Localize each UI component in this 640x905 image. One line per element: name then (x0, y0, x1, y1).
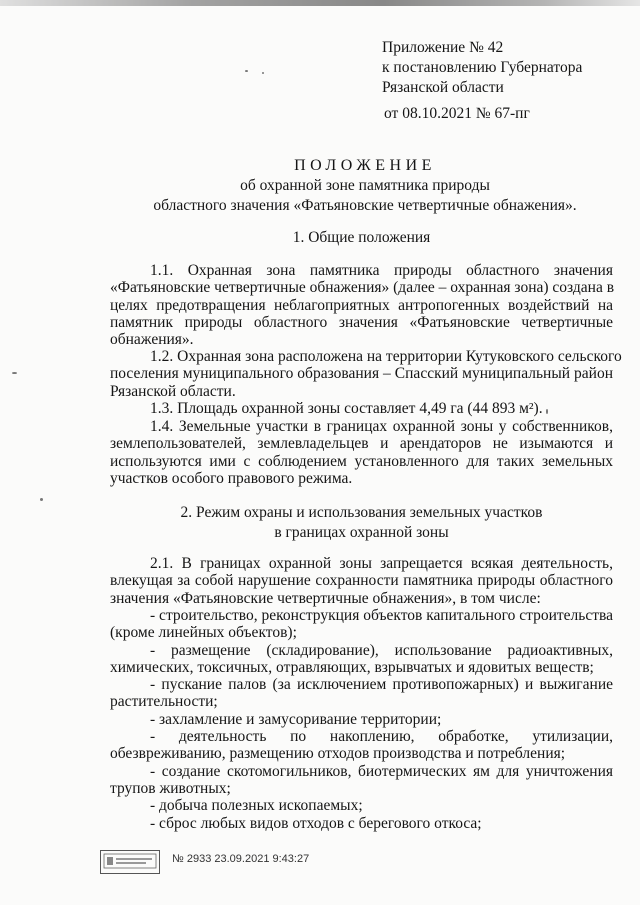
footer-registration-ref: № 2933 23.09.2021 9:43:27 (172, 853, 310, 865)
text-line: 1.1. Охранная зона памятника природы областного значения (150, 262, 613, 279)
list-item: - пускание палов (за исключением противопожарных) и выжигание (150, 676, 613, 694)
appendix-region: Рязанской области (382, 79, 504, 96)
appendix-number: Приложение № 42 (382, 39, 504, 56)
section-2-title (110, 503, 613, 543)
text-line: участков особого правового режима. (110, 469, 353, 487)
scan-speck (12, 372, 17, 374)
text-line: «Фатьяновские четвертичные обнажения» (далее – охранная зона) создана в (110, 279, 615, 297)
list-item-cont: растительности; (110, 693, 218, 711)
list-item: - создание скотомогильников, биотермических ям для уничтожения (150, 762, 613, 780)
scan-speck (245, 70, 248, 72)
text-line: 1.4. Земельные участки в границах охранной зоны у собственников, (150, 418, 613, 435)
appendix-header (382, 38, 632, 124)
scan-speck (262, 72, 264, 74)
appendix-decree-ref: к постановлению Губернатора (382, 59, 583, 76)
list-item: - строительство, реконструкция объектов капитального строительства (150, 607, 613, 624)
list-item-cont: химических, токсичных, отравляющих, взрывчатых и ядовитых веществ; (110, 658, 594, 676)
text-line: 2.1. В границах охранной зоны запрещается всякая деятельность, (150, 555, 613, 572)
list-item: - сброс любых видов отходов с берегового откоса; (150, 814, 482, 832)
prohibition-list (110, 607, 613, 832)
text-line: 1.3. Площадь охранной зоны составляет 4,49 га (44 893 м²). (150, 400, 543, 417)
list-item-cont: трупов животных; (110, 779, 231, 797)
title-heading: ПОЛОЖЕНИЕ (294, 157, 436, 174)
text-line: влекущая за собой нарушение сохранности памятника природы областного (110, 572, 613, 590)
title-subtitle-1: об охранной зоне памятника природы (240, 177, 490, 194)
registration-stamp (100, 850, 160, 874)
list-item-cont: (кроме линейных объектов); (110, 624, 297, 642)
paragraph-1-1 (110, 262, 613, 348)
text-line: Рязанской области. (110, 382, 236, 400)
section-2-title-line-2: в границах охранной зоны (274, 524, 449, 541)
text-line: целях предотвращения неблагоприятных антропогенных воздействий на (110, 296, 613, 314)
text-line: памятник природы областного значения «Фатьяновские четвертичные (110, 313, 613, 331)
paragraph-2-1 (110, 555, 613, 607)
list-item: - добыча полезных ископаемых; (150, 797, 363, 815)
document-title (80, 156, 640, 216)
section-2-title-line-1: 2. Режим охраны и использования земельных участков (180, 504, 543, 521)
scan-edge-artifact (0, 0, 640, 6)
paragraph-1-3 (110, 400, 613, 417)
paragraph-1-2 (110, 348, 622, 400)
text-line: 1.2. Охранная зона расположена на территории Кутуковского сельского (150, 348, 622, 365)
paragraph-1-4 (110, 418, 613, 487)
text-line: землепользователей, землевладельцев и арендаторов не изымаются и (110, 435, 613, 453)
list-item-cont: обезвреживанию, размещению отходов производства и потребления; (110, 745, 566, 763)
title-subtitle-2: областного значения «Фатьяновские четвертичные обнажения». (153, 197, 577, 214)
list-item: - размещение (складирование), использование радиоактивных, (150, 641, 613, 659)
text-line: значения «Фатьяновские четвертичные обнажения», в том числе: (110, 589, 541, 607)
list-item: - захламление и замусоривание территории; (150, 710, 442, 728)
text-line: используются ими с соблюдением установленного для таких земельных (110, 452, 613, 470)
scan-speck (40, 498, 43, 501)
appendix-date: от 08.10.2021 № 67-пг (384, 105, 530, 122)
text-line: обнажения». (110, 331, 194, 349)
section-1-title: 1. Общие положения (292, 229, 431, 246)
list-item: - деятельность по накоплению, обработке, утилизации, (150, 728, 613, 746)
text-line: поселения муниципального образования – Спасский муниципальный район (110, 365, 613, 383)
stamp-emblem-icon (102, 851, 158, 871)
